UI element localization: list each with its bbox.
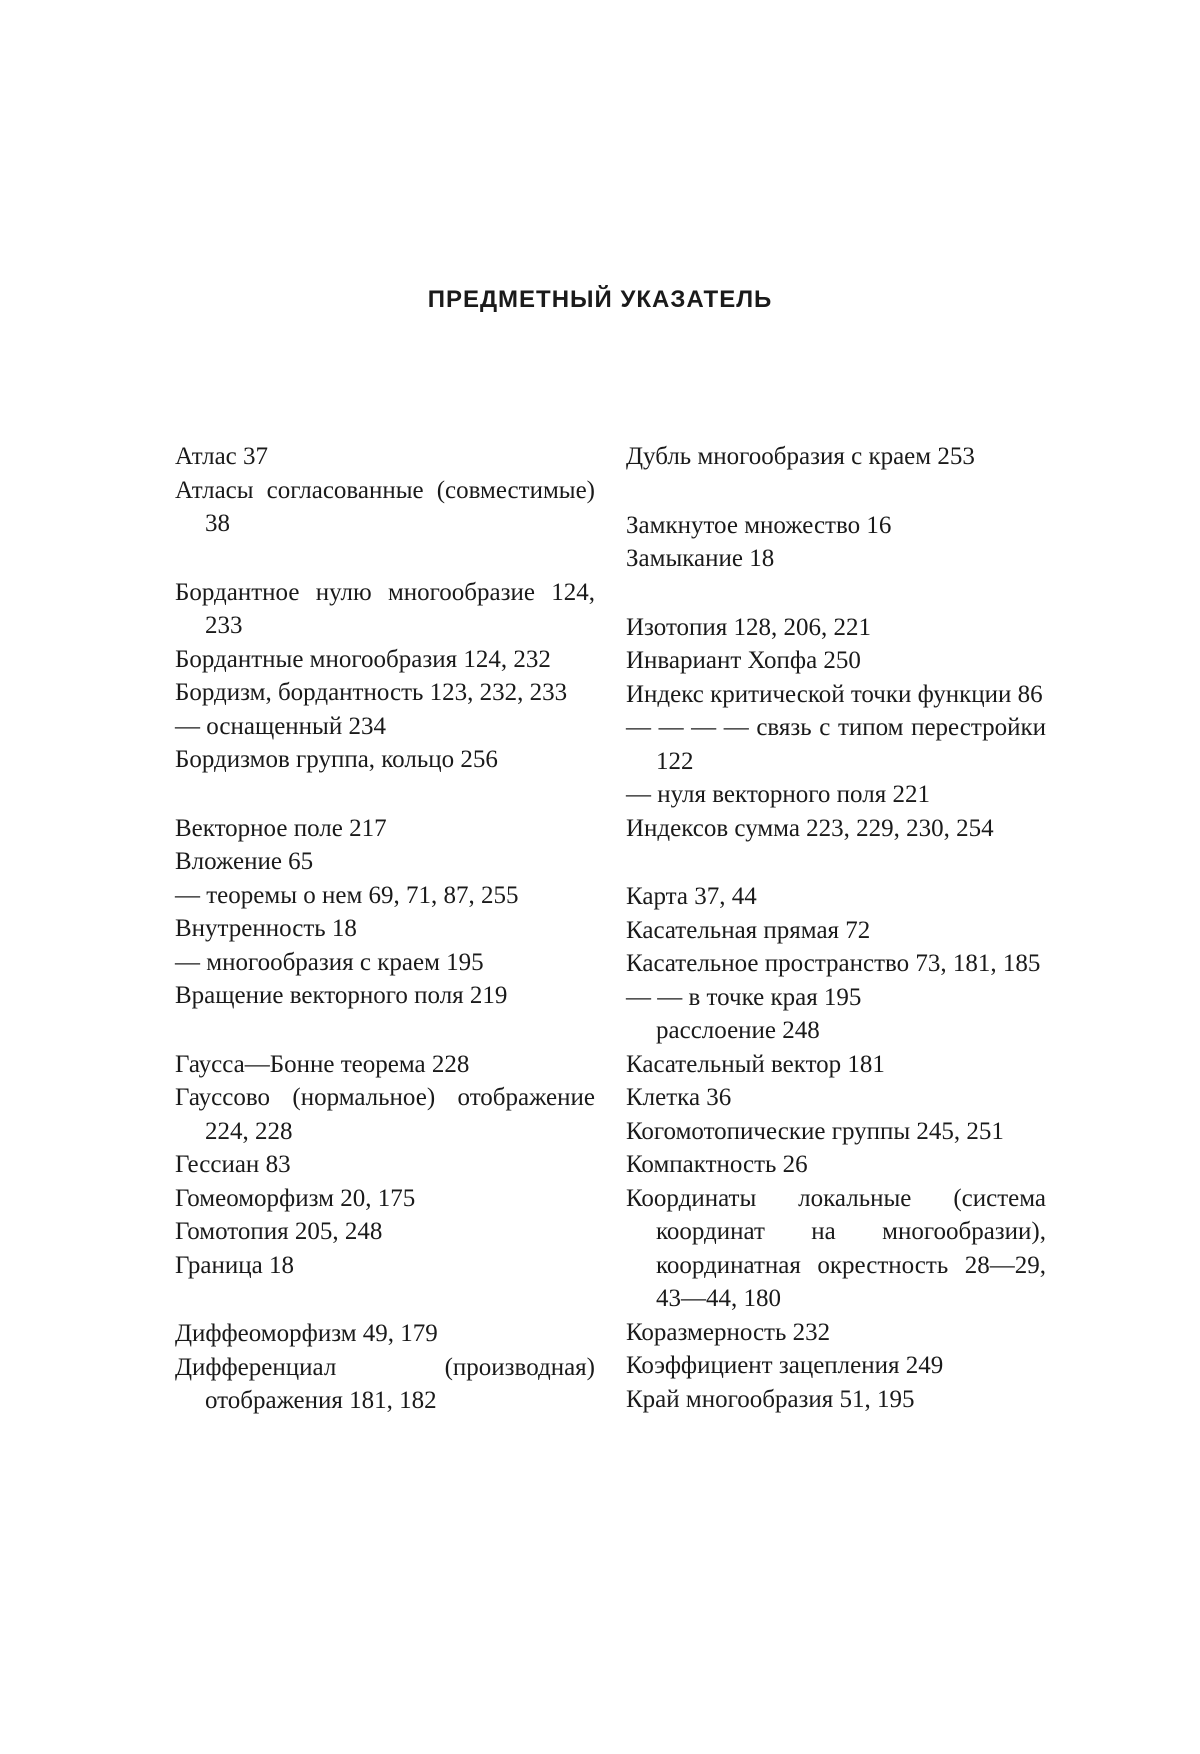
index-entry: Замыкание 18 — [626, 542, 1046, 576]
index-entry: Изотопия 128, 206, 221 — [626, 611, 1046, 645]
index-entry: Диффеоморфизм 49, 179 — [175, 1317, 595, 1351]
index-entry: Касательный вектор 181 — [626, 1048, 1046, 1082]
index-entry: Замкнутое множество 16 — [626, 509, 1046, 543]
index-group-z — [626, 509, 1046, 576]
index-entry: Коэффициент зацепления 249 — [626, 1349, 1046, 1383]
index-entry: Когомотопические группы 245, 251 — [626, 1115, 1046, 1149]
index-entry: Коразмерность 232 — [626, 1316, 1046, 1350]
index-entry: Индекс критической точки функции 86 — [626, 678, 1046, 712]
index-group-i — [626, 611, 1046, 846]
index-group-k — [626, 880, 1046, 1416]
index-entry: Край многообразия 51, 195 — [626, 1383, 1046, 1417]
index-entry: Гомотопия 205, 248 — [175, 1215, 595, 1249]
index-entry: Карта 37, 44 — [626, 880, 1046, 914]
index-entry: Вложение 65 — [175, 845, 595, 879]
index-subentry: — оснащенный 234 — [175, 710, 595, 744]
index-subentry: — — — — связь с типом перестройки 122 — [626, 711, 1046, 778]
index-group-d — [175, 1317, 595, 1418]
index-group-g — [175, 1048, 595, 1283]
index-entry: Бордизмов группа, кольцо 256 — [175, 743, 595, 777]
index-entry: Касательная прямая 72 — [626, 914, 1046, 948]
index-entry: Атласы согласованные (совместимые) 38 — [175, 474, 595, 541]
index-entry: Атлас 37 — [175, 440, 595, 474]
index-subentry: — нуля векторного поля 221 — [626, 778, 1046, 812]
index-entry: Вращение векторного поля 219 — [175, 979, 595, 1013]
index-group-v — [175, 812, 595, 1013]
index-group-d2 — [626, 440, 1046, 474]
index-entry: Клетка 36 — [626, 1081, 1046, 1115]
index-entry: Гауссово (нормальное) отображение 224, 228 — [175, 1081, 595, 1148]
index-entry: Внутренность 18 — [175, 912, 595, 946]
index-entry: Граница 18 — [175, 1249, 595, 1283]
index-entry: Дифференциал (производная) отображения 181, 182 — [175, 1351, 595, 1418]
index-entry: Бордизм, бордантность 123, 232, 233 — [175, 676, 595, 710]
index-entry: Бордантное нулю многообразие 124, 233 — [175, 576, 595, 643]
index-subentry: расслоение 248 — [626, 1014, 1046, 1048]
index-subentry: — многообразия с краем 195 — [175, 946, 595, 980]
index-group-a — [175, 440, 595, 541]
index-entry: Гомеоморфизм 20, 175 — [175, 1182, 595, 1216]
index-entry: Векторное поле 217 — [175, 812, 595, 846]
index-entry: Бордантные многообразия 124, 232 — [175, 643, 595, 677]
index-entry: Гессиан 83 — [175, 1148, 595, 1182]
index-entry: Компактность 26 — [626, 1148, 1046, 1182]
index-entry: Дубль многообразия с краем 253 — [626, 440, 1046, 474]
page-title: ПРЕДМЕТНЫЙ УКАЗАТЕЛЬ — [0, 286, 1200, 314]
index-group-b — [175, 576, 595, 777]
right-column — [626, 440, 1046, 1416]
index-entry: Касательное пространство 73, 181, 185 — [626, 947, 1046, 981]
index-entry: Гаусса—Бонне теорема 228 — [175, 1048, 595, 1082]
index-entry: Инвариант Хопфа 250 — [626, 644, 1046, 678]
index-entry: Координаты локальные (система координат на многообразии), координатная окрестность 28—29, 43—44, 180 — [626, 1182, 1046, 1316]
left-column — [175, 440, 595, 1418]
index-entry: Индексов сумма 223, 229, 230, 254 — [626, 812, 1046, 846]
index-subentry: — теоремы о нем 69, 71, 87, 255 — [175, 879, 595, 913]
index-subentry: — — в точке края 195 — [626, 981, 1046, 1015]
